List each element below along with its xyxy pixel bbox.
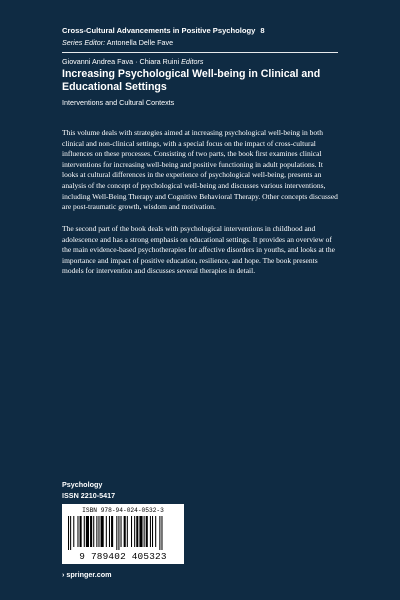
isbn-label: ISBN 978-94-024-0532-3: [82, 507, 164, 514]
issn-label: ISSN 2210-5417: [62, 491, 116, 500]
series-volume: 8: [260, 26, 265, 35]
ean-digits: 9 789402 405323: [79, 551, 167, 562]
series-title-line: [62, 26, 265, 35]
series-title: Cross-Cultural Advancements in Positive Psychology: [62, 26, 256, 35]
book-editors-label: Editors: [181, 57, 204, 66]
description-paragraph-1: This volume deals with strategies aimed at increasing psychological well-being in both clinical and non-clinical settings, with a special focus on the impact of cross-cultural influences on these processes. Consisting of two parts, the book first examines clinical interventions for increasing well-being and positive functioning in adult populations. It looks at cultural differences in the experience of psychological well-being, presents an analysis of the concept of psychological well-being and discusses various interventions, including Well-Being Therapy and Cognitive Behavioral Therapy. Other concepts discussed are post-traumatic growth, wisdom and motivation.: [62, 128, 338, 212]
barcode-box: [62, 504, 184, 564]
series-editor-name: Antonella Delle Fave: [106, 38, 174, 47]
book-editors-names: Giovanni Andrea Fava · Chiara Ruini: [62, 57, 180, 66]
book-editors-line: [62, 57, 203, 66]
series-editor-label: Series Editor:: [62, 38, 106, 47]
book-subtitle: Interventions and Cultural Contexts: [62, 98, 175, 107]
series-editor-line: [62, 38, 173, 47]
book-title: Increasing Psychological Well-being in Clinical and Educational Settings: [62, 68, 321, 93]
website-link[interactable]: › springer.com: [62, 570, 112, 579]
subject-label: Psychology: [62, 480, 103, 489]
description-paragraph-2: The second part of the book deals with psychological interventions in childhood and adolescence and has a strong emphasis on educational settings. It provides an overview of the main evidence-based psychotherapies for affective disorders in youths, and looks at the importance and impact of positive education, resilience, and hope. The book presents models for intervention and discusses several therapies in detail.: [62, 224, 335, 276]
barcode-image: [68, 516, 178, 550]
divider: [62, 52, 338, 53]
